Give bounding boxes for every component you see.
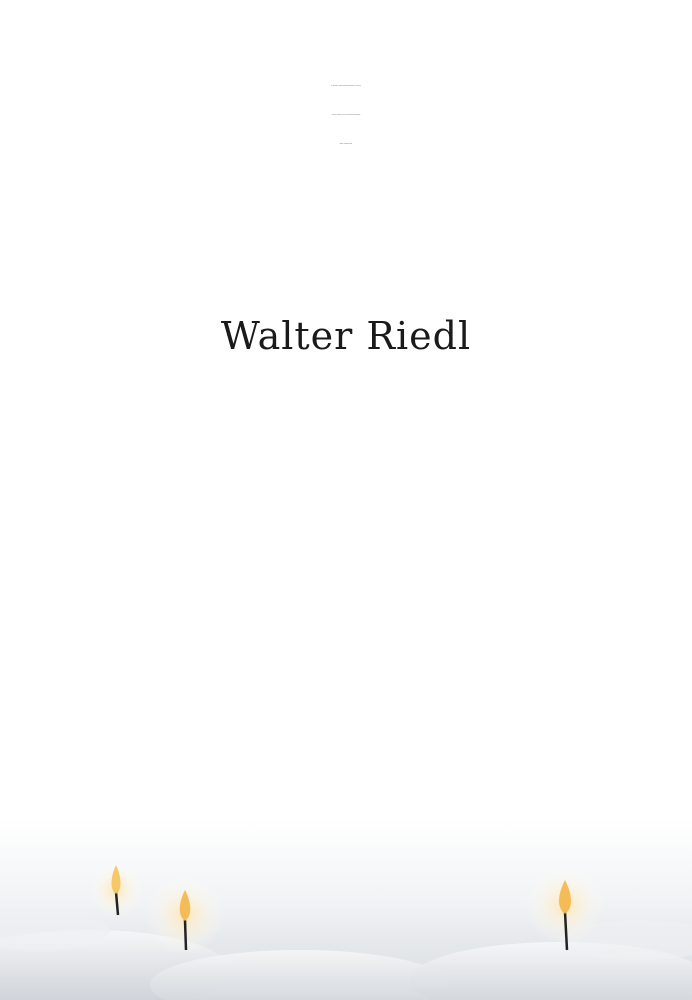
deceased-name: Walter Riedl [220,314,472,358]
special-thanks-line [0,550,692,579]
special-thanks-list [0,521,692,811]
consolation-quote [0,72,692,159]
special-thanks-line [0,695,692,724]
quote-line: hatten, gibt uns Trost. [339,144,353,145]
special-thanks-line [0,579,692,608]
intro-paragraph [0,172,692,288]
special-thanks-line [0,782,692,811]
special-thanks-line [0,753,692,782]
closing-block [0,827,692,885]
intro-line [0,172,692,201]
special-thanks-line [0,666,692,695]
special-thanks-line [0,637,692,666]
body-line [0,418,692,447]
intro-line [0,230,692,259]
intro-line [0,201,692,230]
place-date [0,907,692,936]
quote-line: Jedoch zu wissen, wie viele ihn schätzten und gern [331,115,361,116]
signer-name [0,856,692,885]
closing-phrase [0,827,692,856]
thanks-paragraph [0,389,692,505]
special-thanks-line [0,724,692,753]
quote-line: Es ist schwer, einen geliebten Menschen zu verlieren. [330,86,362,87]
body-line [0,476,692,505]
body-line [0,389,692,418]
body-line [0,447,692,476]
special-thanks-line [0,521,692,550]
intro-line [0,259,692,288]
special-thanks-line [0,608,692,637]
